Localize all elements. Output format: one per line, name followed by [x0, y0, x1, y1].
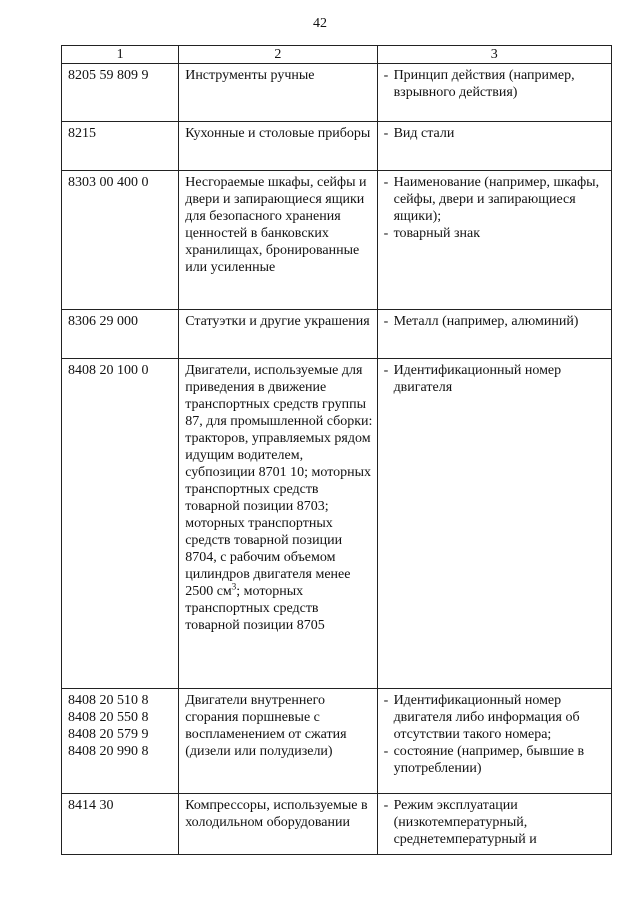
goods-name: Двигатели внутреннего сгорания поршневые с воспламенением от сжатия (дизели или полудизели)	[185, 693, 347, 759]
table-row	[62, 689, 612, 794]
features-cell	[377, 689, 611, 794]
name-cell	[179, 64, 377, 122]
feature-text: Идентификационный номер двигателя либо информация об отсутствии такого номера;	[393, 693, 580, 742]
goods-name	[179, 359, 376, 640]
hs-code: 8306 29 000	[68, 314, 138, 329]
bullet-dash: -	[383, 314, 389, 329]
column-header-3: 3	[377, 46, 611, 64]
hs-code: 8408 20 990 8	[68, 744, 149, 759]
column-header-1: 1	[62, 46, 179, 64]
feature-item	[384, 743, 607, 777]
bullet-dash: -	[383, 68, 389, 83]
name-cell	[179, 359, 377, 689]
name-cell	[179, 310, 377, 359]
hs-code: 8215	[68, 126, 96, 141]
code-cell	[62, 359, 179, 689]
features-cell	[377, 122, 611, 171]
hs-code: 8408 20 100 0	[68, 363, 149, 378]
bullet-dash: -	[383, 226, 389, 241]
bullet-dash: -	[383, 744, 389, 759]
feature-item	[384, 313, 607, 330]
code-cell	[62, 794, 179, 855]
goods-name: Статуэтки и другие украшения	[185, 314, 370, 329]
feature-text: Вид стали	[393, 126, 455, 141]
table-row	[62, 359, 612, 689]
code-cell	[62, 689, 179, 794]
features-cell	[377, 359, 611, 689]
feature-item	[384, 362, 607, 396]
bullet-dash: -	[383, 175, 389, 190]
goods-name-part: Двигатели, используемые для приведения в движение транспортных средств группы 87, для промышленной сборки: тракторов, управляемых рядом идущим водителем, субпозиции 8701 10; моторных транспортных средств товарной позиции 8703; моторных транспортных средств товарной позиции 8704, с рабочим объемом цилиндров двигателя менее 2500 см	[185, 363, 373, 599]
goods-name: Инструменты ручные	[185, 68, 315, 83]
table-row	[62, 310, 612, 359]
table-row	[62, 171, 612, 310]
feature-item	[384, 67, 607, 101]
table-row	[62, 64, 612, 122]
superscript-three: 3	[231, 581, 237, 592]
feature-item	[384, 692, 607, 743]
feature-text: товарный знак	[393, 226, 481, 241]
table-row	[62, 794, 612, 855]
hs-code: 8408 20 550 8	[68, 710, 149, 725]
name-cell	[179, 689, 377, 794]
goods-name-part: ; моторных транспортных средств товарной позиции 8705	[185, 584, 325, 633]
feature-text: Идентификационный номер двигателя	[393, 363, 562, 395]
feature-item	[384, 225, 607, 242]
code-cell	[62, 310, 179, 359]
hs-code: 8414 30	[68, 798, 114, 813]
feature-item	[384, 797, 607, 848]
name-cell	[179, 794, 377, 855]
column-header-2: 2	[179, 46, 377, 64]
features-cell	[377, 310, 611, 359]
goods-table	[61, 45, 612, 855]
name-cell	[179, 122, 377, 171]
feature-text: Наименование (например, шкафы, сейфы, двери и запирающиеся ящики);	[393, 175, 600, 224]
goods-name: Компрессоры, используемые в холодильном оборудовании	[185, 798, 368, 830]
bullet-dash: -	[383, 798, 389, 813]
feature-text: Режим эксплуатации (низкотемпературный, среднетемпературный и	[393, 798, 537, 847]
features-cell	[377, 64, 611, 122]
goods-name: Кухонные и столовые приборы	[185, 126, 371, 141]
bullet-dash: -	[383, 126, 389, 141]
feature-item	[384, 125, 607, 142]
hs-code: 8408 20 579 9	[68, 727, 149, 742]
feature-text: состояние (например, бывшие в употреблении)	[393, 744, 585, 776]
feature-item	[384, 174, 607, 225]
hs-code: 8408 20 510 8	[68, 693, 149, 708]
features-cell	[377, 171, 611, 310]
page-number: 42	[313, 16, 327, 31]
table-header	[62, 46, 612, 64]
hs-code: 8205 59 809 9	[68, 68, 149, 83]
features-cell	[377, 794, 611, 855]
code-cell	[62, 171, 179, 310]
name-cell	[179, 171, 377, 310]
feature-text: Принцип действия (например, взрывного действия)	[393, 68, 575, 100]
goods-name: Несгораемые шкафы, сейфы и двери и запирающиеся ящики для безопасного хранения ценностей в банковских хранилищах, бронированные или усиленные	[185, 175, 367, 275]
hs-code: 8303 00 400 0	[68, 175, 149, 190]
code-cell	[62, 64, 179, 122]
bullet-dash: -	[383, 693, 389, 708]
code-cell	[62, 122, 179, 171]
table-row	[62, 122, 612, 171]
bullet-dash: -	[383, 363, 389, 378]
feature-text: Металл (например, алюминий)	[393, 314, 579, 329]
